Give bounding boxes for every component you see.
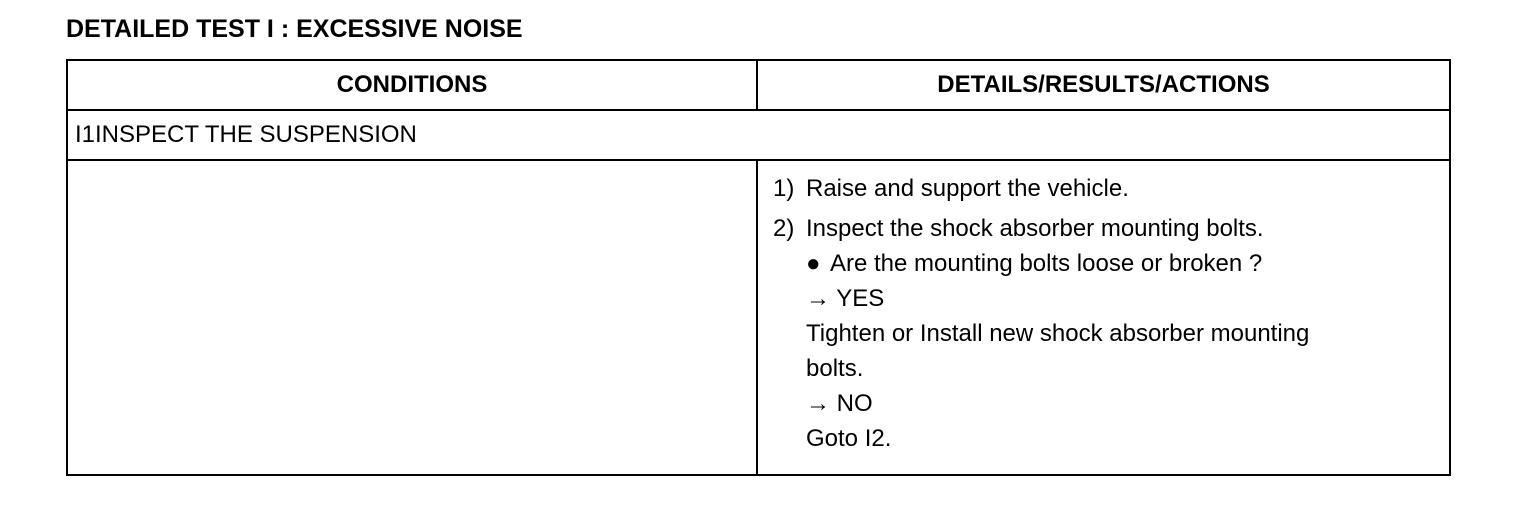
details-cell <box>757 160 1450 475</box>
yes-action-line: bolts. <box>806 355 864 382</box>
step-text: Inspect the shock absorber mounting bolts. <box>806 215 1264 242</box>
step-heading-row <box>67 110 1450 160</box>
conditions-cell <box>67 160 757 475</box>
conditions-header: CONDITIONS <box>67 60 757 110</box>
table-header-row <box>67 60 1450 110</box>
detailed-test-table <box>66 59 1451 476</box>
check-question <box>806 246 1449 281</box>
step-body-row <box>67 160 1450 475</box>
step-number: 2) <box>773 215 795 242</box>
question-text: Are the mounting bolts loose or broken ? <box>830 250 1263 277</box>
no-action: Goto I2. <box>806 425 892 452</box>
yes-label: → YES <box>806 285 885 312</box>
step-heading: I1INSPECT THE SUSPENSION <box>67 110 1450 160</box>
procedure-step <box>773 211 1449 246</box>
result-block <box>773 246 1449 456</box>
bullet-icon: ● <box>806 250 821 277</box>
details-header: DETAILS/RESULTS/ACTIONS <box>757 60 1450 110</box>
page-title: DETAILED TEST I : EXCESSIVE NOISE <box>66 15 523 43</box>
step-number: 1) <box>773 175 795 202</box>
procedure-step <box>773 171 1449 206</box>
step-text: Raise and support the vehicle. <box>806 175 1129 202</box>
no-label: → NO <box>806 390 873 417</box>
yes-action-line: Tighten or Install new shock absorber mounting <box>806 320 1310 347</box>
